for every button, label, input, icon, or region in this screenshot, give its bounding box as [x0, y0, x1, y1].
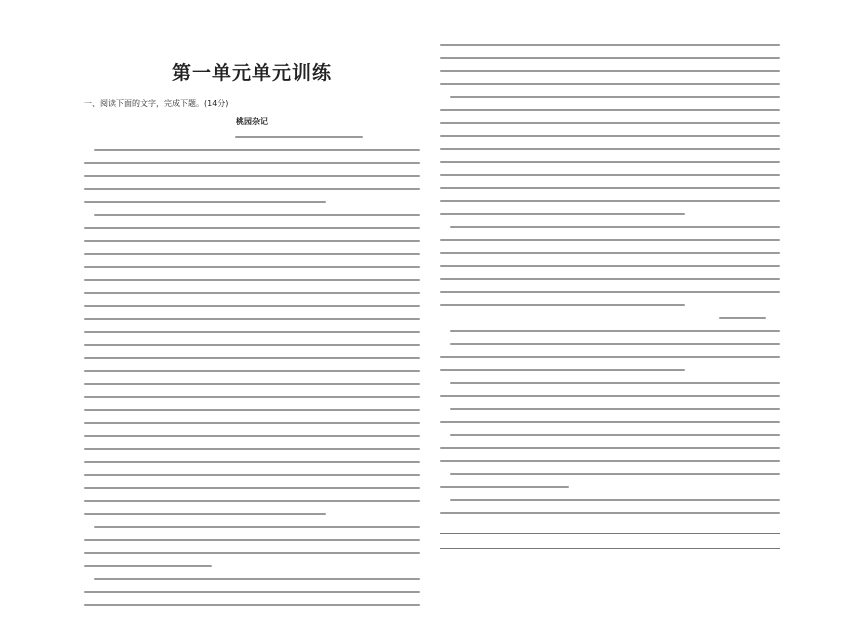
question-2-placeholder [450, 499, 780, 501]
essay-title: 桃园杂记 [236, 117, 268, 126]
answer-1-placeholder [450, 473, 780, 475]
page-title: 第一单元单元训练 [171, 62, 332, 84]
source-note-placeholder [719, 317, 767, 319]
answer-line-2 [440, 548, 780, 549]
section-heading: 一、阅读下面的文字，完成下题。(14分) [84, 99, 229, 108]
answer-line-1 [440, 533, 780, 534]
right-body-placeholder [440, 44, 780, 563]
question-1-placeholder [450, 330, 780, 332]
author-line-placeholder [235, 136, 363, 138]
essay-body-placeholder [84, 136, 420, 617]
left-column [84, 40, 420, 127]
